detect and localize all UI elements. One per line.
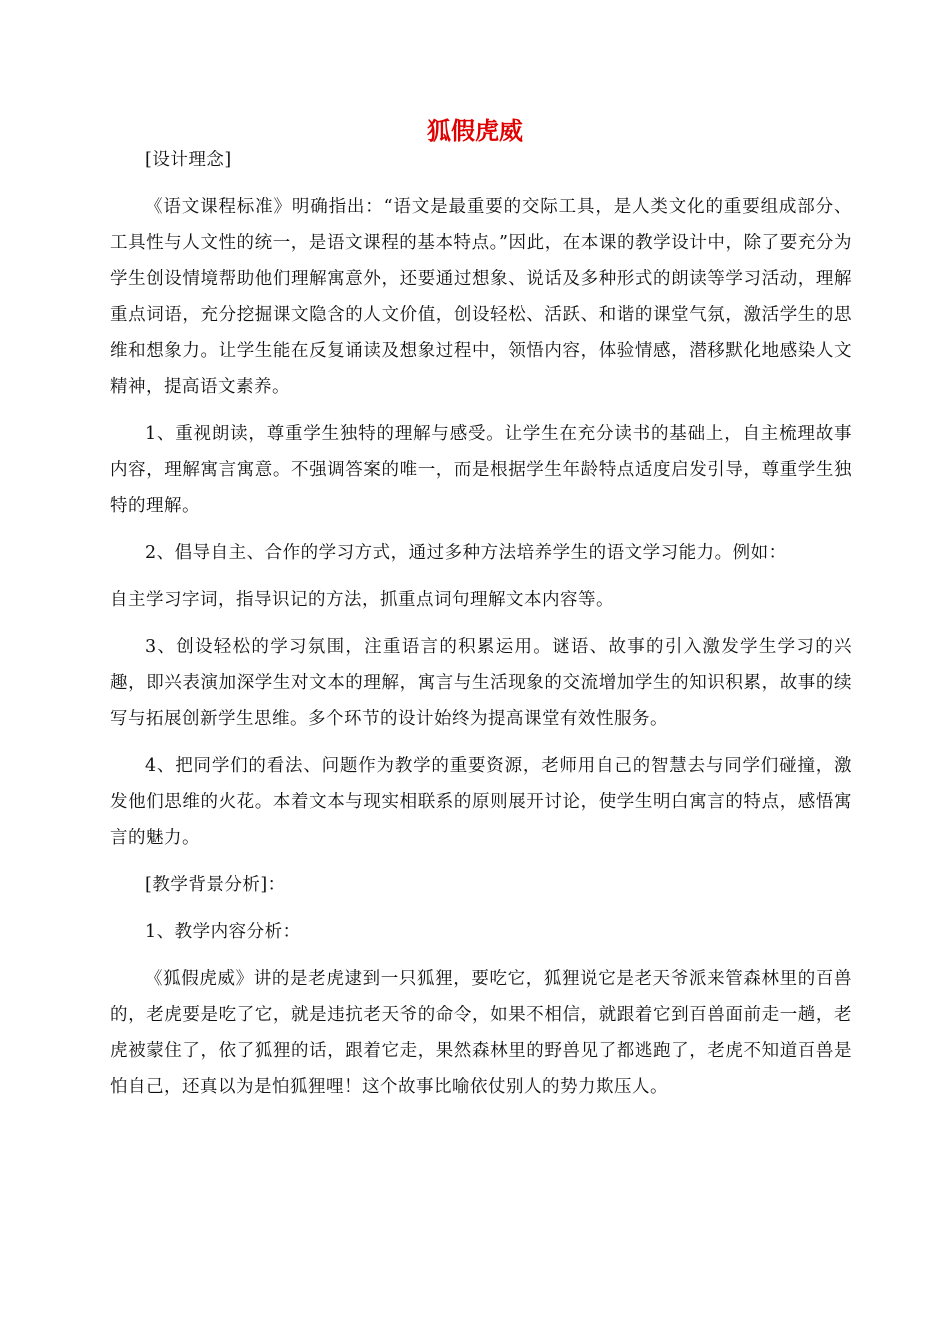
paragraph-story-summary: 《狐假虎威》讲的是老虎逮到一只狐狸，要吃它，狐狸说它是老天爷派来管森林里的百兽的，老虎要是吃了它，就是违抗老天爷的命令，如果不相信，就跟着它到百兽面前走一趟，老虎被蒙住了，依了狐狸的话，跟着它走，果然森林里的野兽见了都逃跑了，老虎不知道百兽是怕自己，还真以为是怕狐狸哩！这个故事比喻依仗别人的势力欺压人。 [110,969,852,1097]
section-heading-background-analysis: [教学背景分析]： [145,875,286,895]
paragraph-point-1: 1、重视朗读，尊重学生独特的理解与感受。让学生在充分读书的基础上，自主梳理故事内容，理解寓言寓意。不强调答案的唯一，而是根据学生年龄特点适度启发引导，尊重学生独特的理解。 [110,424,852,516]
document-title: 狐假虎威 [427,117,523,145]
paragraph-point-2: 2、倡导自主、合作的学习方式，通过多种方法培养学生的语文学习能力。例如： [145,543,787,563]
paragraph-point-4: 4、把同学们的看法、问题作为教学的重要资源，老师用自己的智慧去与同学们碰撞，激发他们思维的火花。本着文本与现实相联系的原则展开讨论，使学生明白寓言的特点，感悟寓言的魅力。 [110,756,852,848]
section-heading-design-concept: [设计理念] [145,150,232,170]
subheading-content-analysis: 1、教学内容分析： [145,922,301,942]
paragraph-point-2-continued: 自主学习字词，指导识记的方法，抓重点词句理解文本内容等。 [110,590,614,610]
document-body [110,142,852,1116]
paragraph-point-3: 3、创设轻松的学习氛围，注重语言的积累运用。谜语、故事的引入激发学生学习的兴趣，即兴表演加深学生对文本的理解，寓言与生活现象的交流增加学生的知识积累，故事的续写与拓展创新学生思维。多个环节的设计始终为提高课堂有效性服务。 [110,637,852,729]
paragraph-curriculum-standard: 《语文课程标准》明确指出：“语文是最重要的交际工具，是人类文化的重要组成部分、工具性与人文性的统一，是语文课程的基本特点。”因此，在本课的教学设计中，除了要充分为学生创设情境帮助他们理解寓意外，还要通过想象、说话及多种形式的朗读等学习活动，理解重点词语，充分挖掘课文隐含的人文价值，创设轻松、活跃、和谐的课堂气氛，激活学生的思维和想象力。让学生能在反复诵读及想象过程中，领悟内容，体验情感，潜移默化地感染人文精神，提高语文素养。 [110,197,852,397]
